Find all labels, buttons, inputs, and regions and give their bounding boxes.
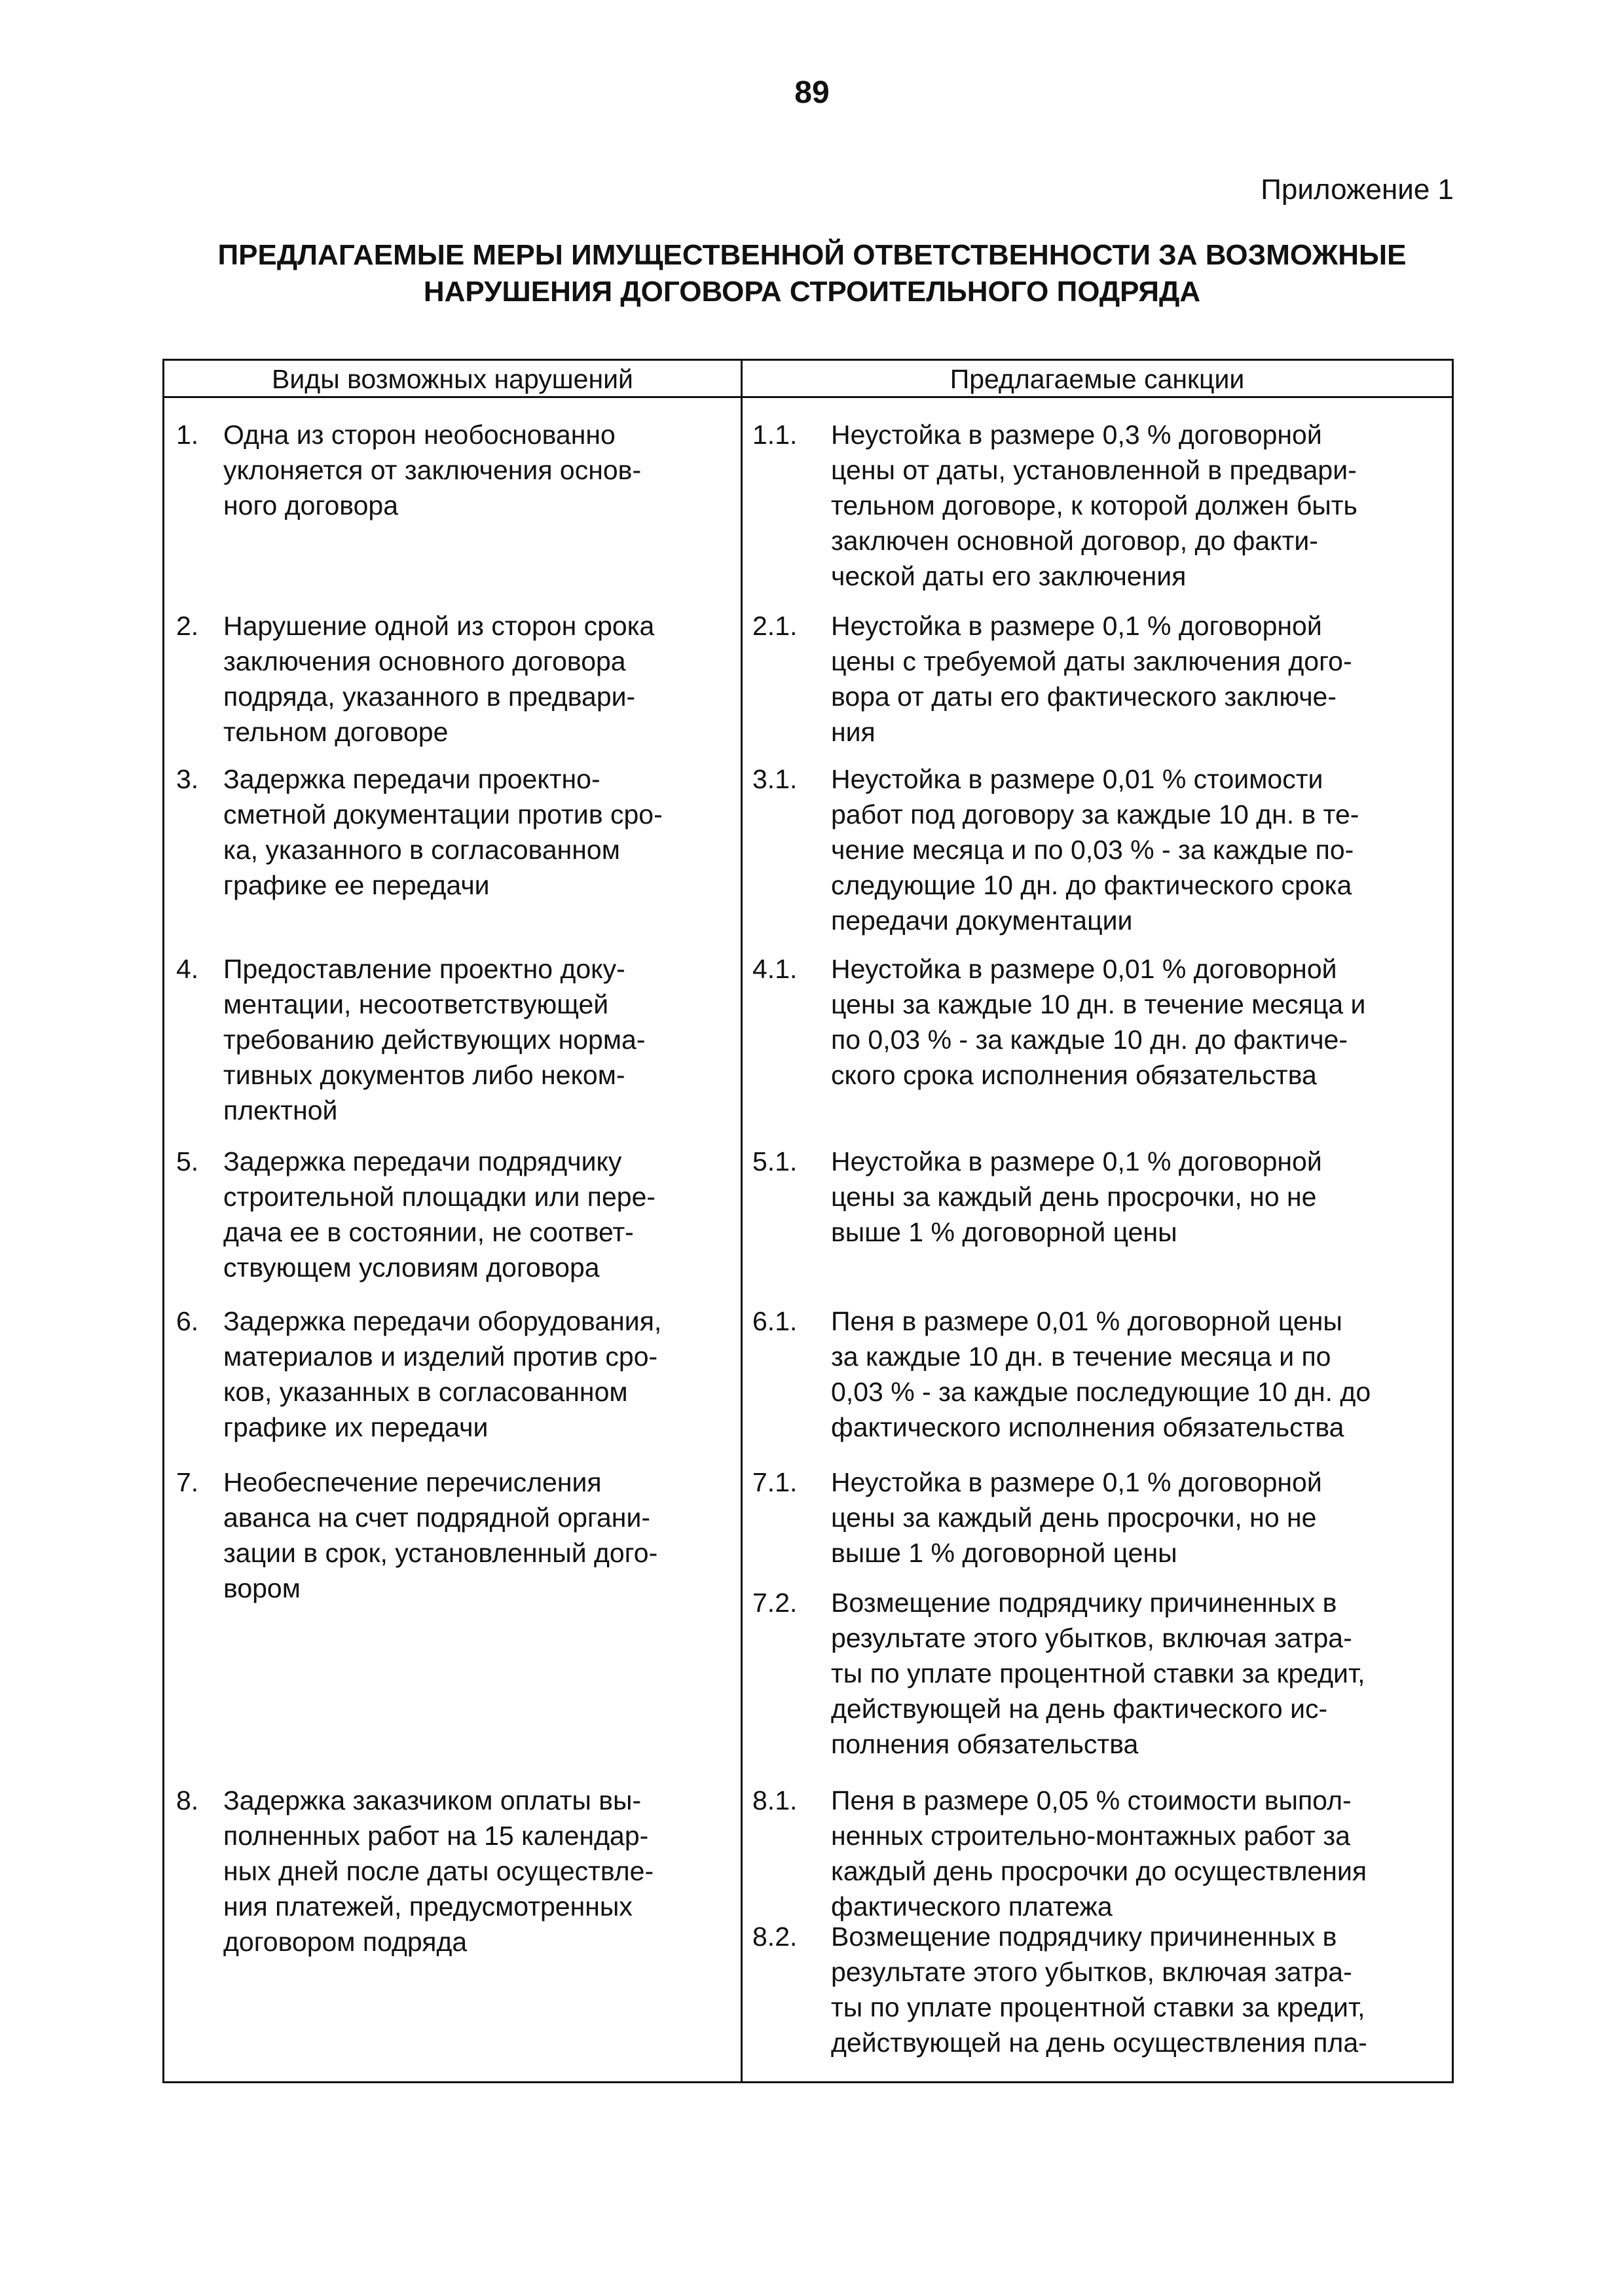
violation-number: 4. <box>176 954 199 984</box>
sanction-text: Неустойка в размере 0,01 % стоимости работ под договору за каждые 10 дн. в те- чение месяца и по 0,03 % - за каждые по- следующие 10 дн. до фактического срока передачи документации <box>831 764 1359 936</box>
sanction-number: 1.1. <box>752 420 798 450</box>
sanction-text: Неустойка в размере 0,3 % договорной цены от даты, установленной в предвари- тельном договоре, к которой должен быть заключен основной договор, до факти- ческой даты его заключения <box>831 420 1357 591</box>
sanction-number: 7.1. <box>752 1467 798 1497</box>
sanction-number: 4.1. <box>752 954 798 984</box>
sanction-number: 6.1. <box>752 1306 798 1336</box>
violation-number: 2. <box>176 611 199 641</box>
title-line-2: НАРУШЕНИЯ ДОГОВОРА СТРОИТЕЛЬНОГО ПОДРЯДА <box>423 276 1201 308</box>
table-header-row <box>164 361 1452 398</box>
violation-number: 1. <box>176 420 199 450</box>
sanction-number: 8.1. <box>752 1785 798 1815</box>
violation-text: Необеспечение перечисления аванса на счет подрядной органи- зации в срок, установленный дого- вором <box>223 1467 658 1603</box>
header-violations: Виды возможных нарушений <box>272 364 633 394</box>
violation-number: 6. <box>176 1306 199 1336</box>
sanction-text: Пеня в размере 0,01 % договорной цены за каждые 10 дн. в течение месяца и по 0,03 % - за каждые последующие 10 дн. до фактического исполнения обязательства <box>831 1306 1371 1442</box>
sanction-text: Неустойка в размере 0,01 % договорной цены за каждые 10 дн. в течение месяца и по 0,03 % - за каждые 10 дн. до фактиче- ского срока исполнения обязательства <box>831 954 1366 1090</box>
violation-text: Задержка заказчиком оплаты вы- полненных работ на 15 календар- ных дней после даты осуществле- ния платежей, предусмотренных договором подряда <box>223 1785 654 1957</box>
violation-text: Предоставление проектно доку- ментации, несоответствующей требованию действующих норма- тивных документов либо неком- плектной <box>223 954 646 1125</box>
sanction-number: 7.2. <box>752 1588 798 1618</box>
violation-text: Задержка передачи проектно- сметной документации против сро- ка, указанного в согласованном графике ее передачи <box>223 764 663 900</box>
sanction-text: Возмещение подрядчику причиненных в результате этого убытков, включая затра- ты по уплате процентной ставки за кредит, действующей на день фактического ис- полнения обязательства <box>831 1588 1365 1759</box>
appendix-label: Приложение 1 <box>1261 173 1454 206</box>
sanction-text: Неустойка в размере 0,1 % договорной цены с требуемой даты заключения дого- вора от даты его фактического заключе- ния <box>831 611 1352 747</box>
sanction-number: 3.1. <box>752 764 798 794</box>
violation-text: Задержка передачи подрядчику строительной площадки или пере- дача ее в состоянии, не соответ- ствующем условиям договора <box>223 1146 656 1283</box>
sanction-text: Неустойка в размере 0,1 % договорной цены за каждый день просрочки, но не выше 1 % договорной цены <box>831 1467 1322 1568</box>
sanction-number: 2.1. <box>752 611 798 641</box>
title-line-1: ПРЕДЛАГАЕМЫЕ МЕРЫ ИМУЩЕСТВЕННОЙ ОТВЕТСТВЕННОСТИ ЗА ВОЗМОЖНЫЕ <box>217 239 1407 271</box>
column-divider <box>741 361 743 2081</box>
violation-number: 8. <box>176 1785 199 1815</box>
violation-text: Нарушение одной из сторон срока заключения основного договора подряда, указанного в предвари- тельном договоре <box>223 611 655 747</box>
sanction-number: 5.1. <box>752 1146 798 1176</box>
violation-text: Одна из сторон необоснованно уклоняется от заключения основ- ного договора <box>223 420 642 520</box>
violation-number: 5. <box>176 1146 199 1176</box>
sanction-number: 8.2. <box>752 1922 798 1952</box>
page-number: 89 <box>794 75 830 110</box>
violation-number: 7. <box>176 1467 199 1497</box>
header-sanctions: Предлагаемые санкции <box>950 364 1245 394</box>
sanction-text: Неустойка в размере 0,1 % договорной цены за каждый день просрочки, но не выше 1 % договорной цены <box>831 1146 1322 1247</box>
sanction-text: Возмещение подрядчику причиненных в результате этого убытков, включая затра- ты по уплате процентной ставки за кредит, действующей на день осуществления пла- <box>831 1922 1367 2058</box>
violation-text: Задержка передачи оборудования, материалов и изделий против сро- ков, указанных в согласованном графике их передачи <box>223 1306 662 1442</box>
document-title <box>131 237 1493 310</box>
violation-number: 3. <box>176 764 199 794</box>
sanctions-table <box>162 359 1454 2083</box>
sanction-text: Пеня в размере 0,05 % стоимости выпол- ненных строительно-монтажных работ за каждый день просрочки до осуществления фактического платежа <box>831 1785 1367 1922</box>
